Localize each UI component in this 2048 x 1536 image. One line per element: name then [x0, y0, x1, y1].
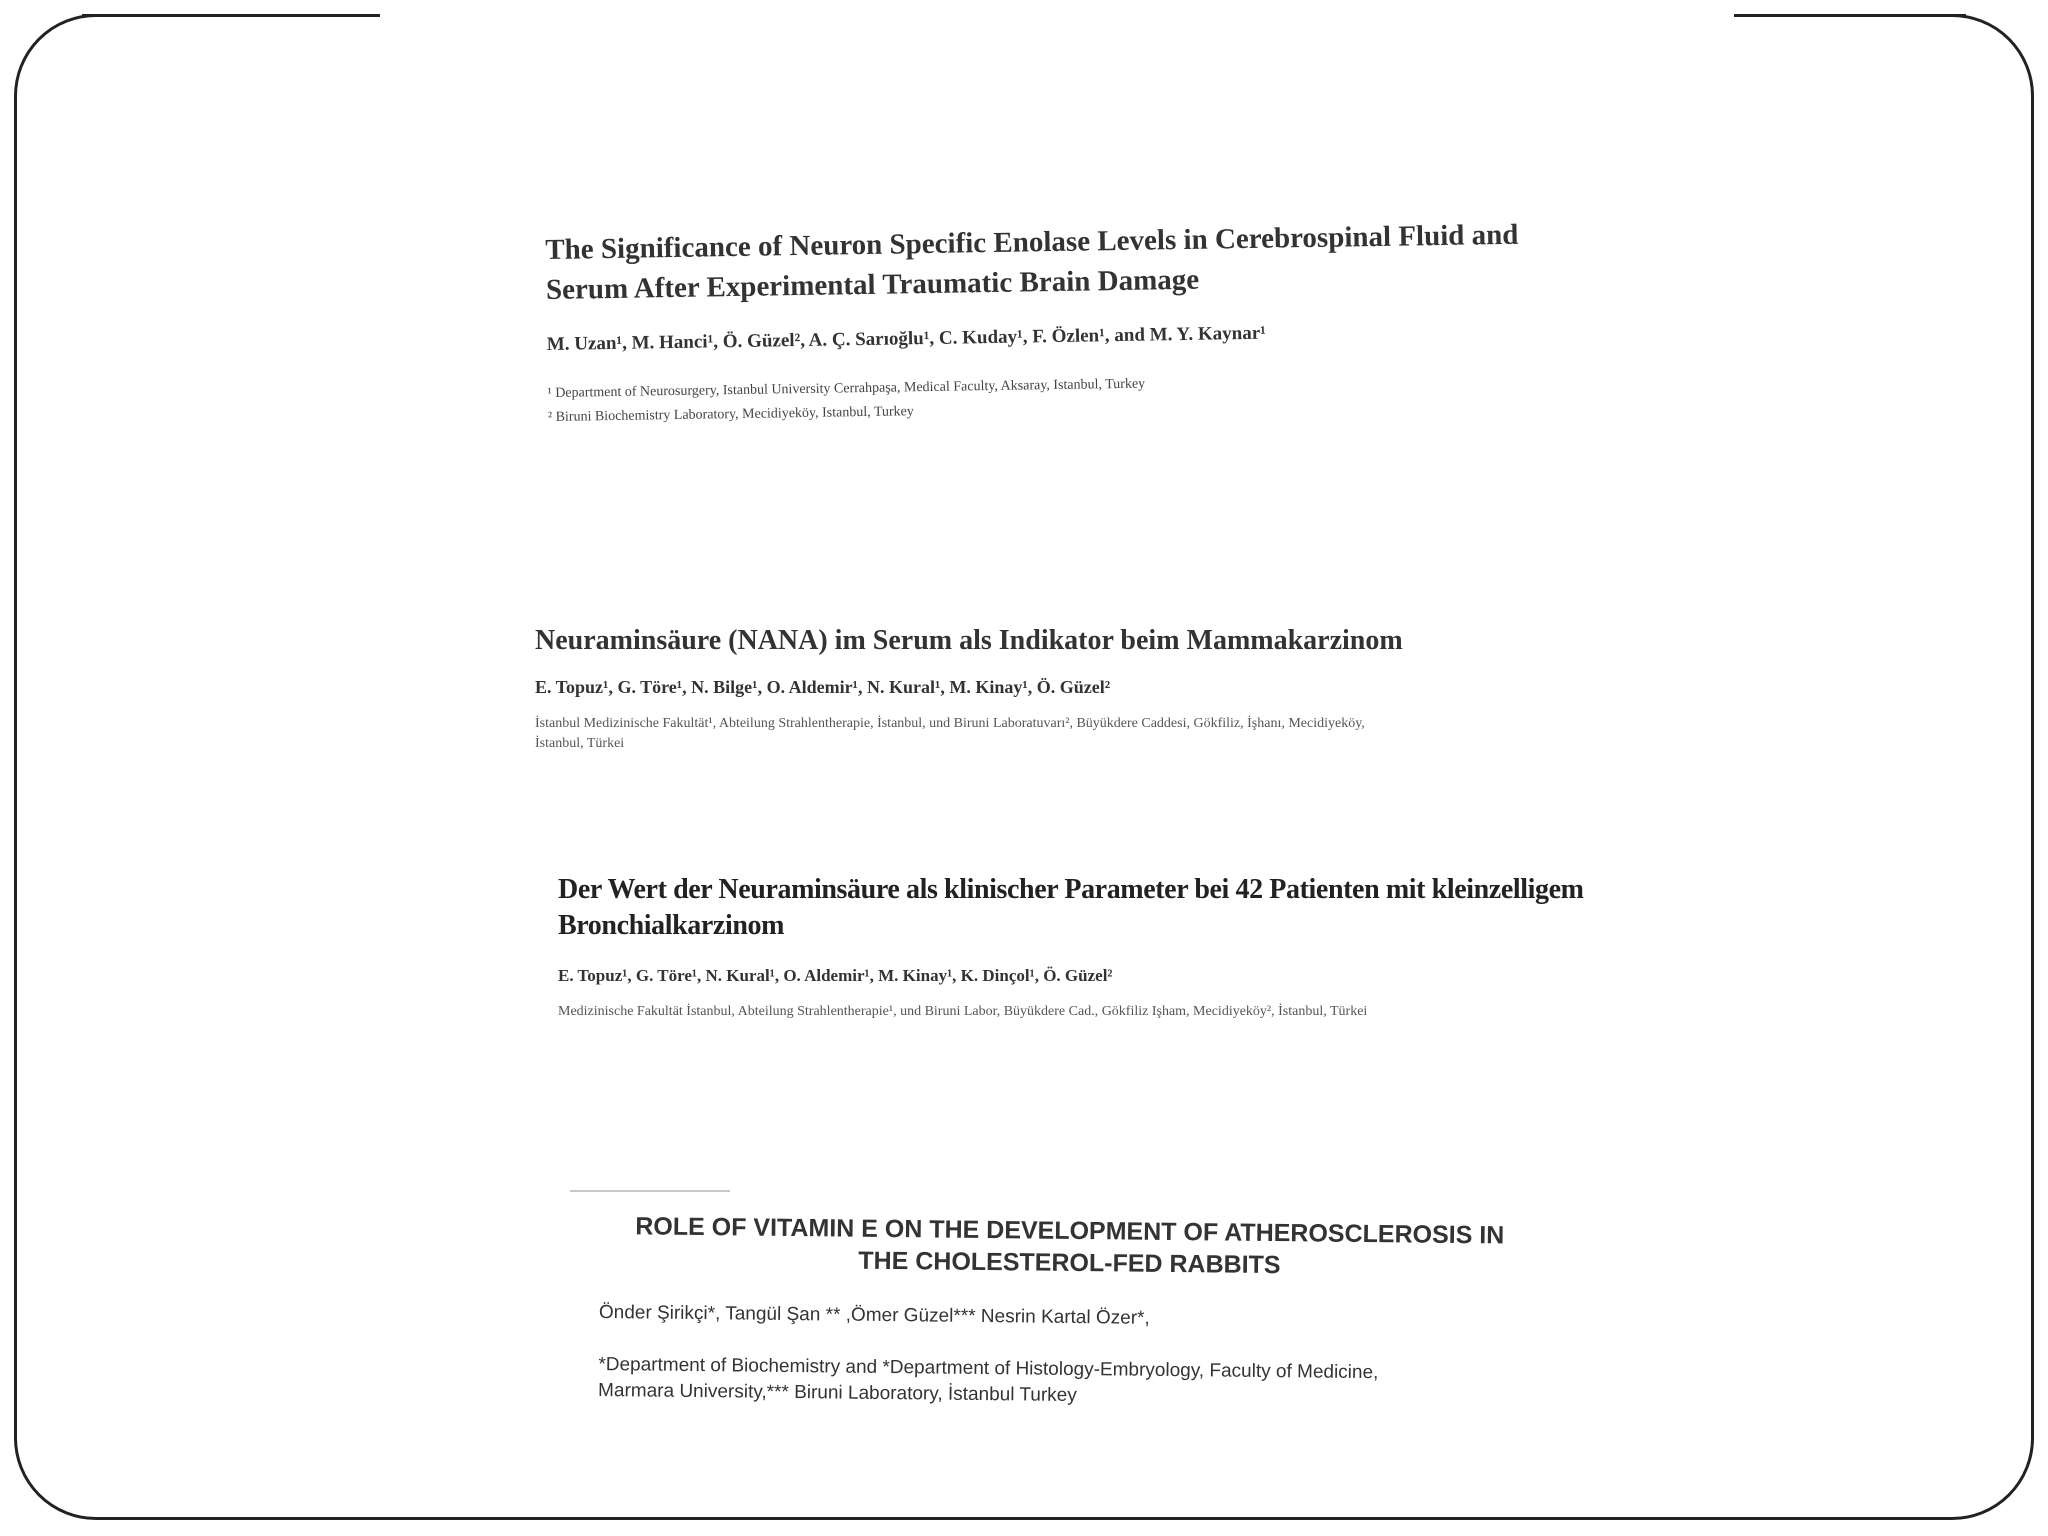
scan-rule	[570, 1190, 730, 1192]
top-rule-right	[1734, 14, 1966, 17]
paper-clipping-1	[545, 213, 1618, 430]
paper-title	[599, 1210, 1540, 1284]
paper-title: Neuraminsäure (NANA) im Serum als Indikator beim Mammakarzinom	[535, 625, 1403, 656]
paper-authors: Önder Şirikçi*, Tangül Şan ** ,Ömer Güzel*** Nesrin Kartal Özer*,	[598, 1301, 1150, 1329]
paper-authors: E. Topuz¹, G. Töre¹, N. Kural¹, O. Aldemir¹, M. Kinay¹, K. Dinçol¹, Ö. Güzel²	[558, 966, 1113, 985]
top-rule-left	[82, 14, 380, 17]
title-line: ROLE OF VITAMIN E ON THE DEVELOPMENT OF ATHEROSCLEROSIS IN	[635, 1212, 1505, 1250]
paper-title	[545, 213, 1616, 310]
affiliation-line: *Department of Biochemistry and *Department of Histology-Embryology, Faculty of Medicine,	[598, 1353, 1379, 1384]
paper-clipping-4	[598, 1210, 1540, 1414]
paper-affiliations	[535, 714, 1635, 754]
paper-affiliations: Medizinische Fakultät İstanbul, Abteilung Strahlentherapie¹, und Biruni Labor, Büyükdere Cad., Gökfiliz Işham, Mecidiyeköy², İstanbul, Türkei	[558, 1004, 1368, 1019]
affiliation-line: ¹ Department of Neurosurgery, Istanbul University Cerrahpaşa, Medical Faculty, Aksaray, Istanbul, Turkey	[547, 376, 1146, 401]
affiliation-line: ² Biruni Biochemistry Laboratory, Mecidiyeköy, Istanbul, Turkey	[547, 404, 914, 425]
affiliation-line: İstanbul Medizinische Fakultät¹, Abteilung Strahlentherapie, İstanbul, und Biruni Laboratuvarı², Büyükdere Caddesi, Gökfiliz, İşhanı, Mecidiyeköy,	[535, 716, 1365, 731]
title-line: Der Wert der Neuraminsäure als klinischer Parameter bei 42 Patienten mit kleinzelligem	[558, 874, 1584, 905]
paper-title	[558, 872, 1658, 944]
affiliation-line: Marmara University,*** Biruni Laboratory, İstanbul Turkey	[597, 1379, 1077, 1407]
paper-authors: M. Uzan¹, M. Hanci¹, Ö. Güzel², A. Ç. Sarıoğlu¹, C. Kuday¹, F. Özlen¹, and M. Y. Kaynar¹	[546, 322, 1267, 355]
paper-clipping-2	[535, 625, 1635, 754]
affiliation-line: İstanbul, Türkei	[535, 736, 625, 751]
title-line: The Significance of Neuron Specific Enolase Levels in Cerebrospinal Fluid and	[545, 218, 1519, 266]
paper-clipping-3	[558, 872, 1658, 1020]
frame-top-gap	[380, 8, 1734, 22]
title-line: THE CHOLESTEROL-FED RABBITS	[858, 1246, 1281, 1280]
title-line: Serum After Experimental Traumatic Brain Damage	[545, 263, 1200, 306]
paper-authors: E. Topuz¹, G. Töre¹, N. Bilge¹, O. Aldemir¹, N. Kural¹, M. Kinay¹, Ö. Güzel²	[535, 677, 1111, 697]
title-line: Bronchialkarzinom	[558, 910, 785, 941]
paper-affiliations	[598, 1352, 1538, 1414]
